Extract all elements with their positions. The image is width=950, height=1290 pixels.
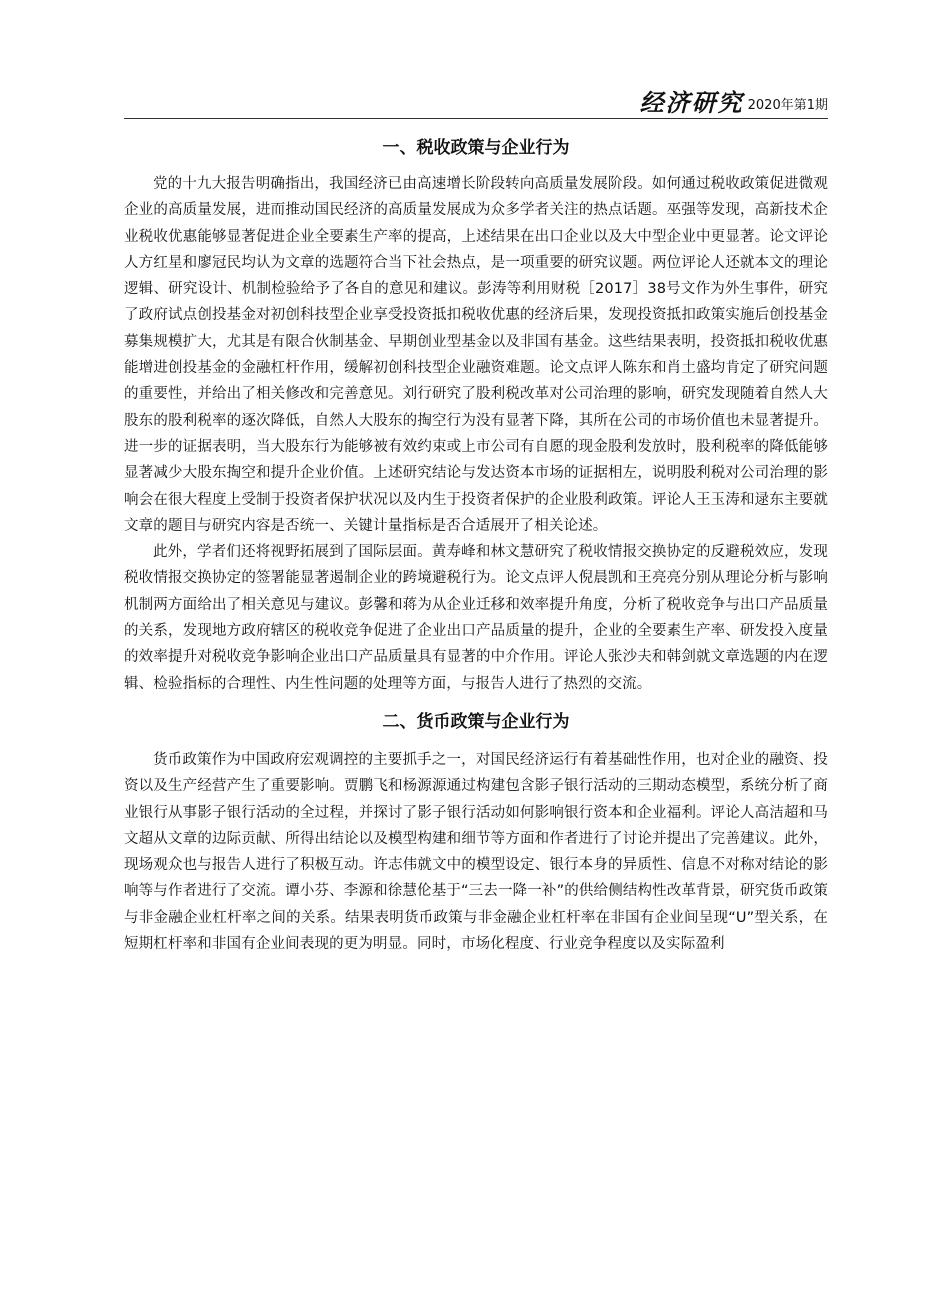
paragraph: 党的十九大报告明确指出，我国经济已由高速增长阶段转向高质量发展阶段。如何通过税收政策促进微观企业的高质量发展，进而推动国民经济的高质量发展成为众多学者关注的热点话题。巫强等发现，高新技术企业税收优惠能够显著促进企业全要素生产率的提高，上述结果在出口企业以及大中型企业中更显著。论文评论人方红星和廖冠民均认为文章的选题符合当下社会热点，是一项重要的研究议题。两位评论人还就本文的理论逻辑、研究设计、机制检验给予了各自的意见和建议。彭涛等利用财税［2017］38号文作为外生事件，研究了政府试点创投基金对初创科技型企业享受投资抵扣税收优惠的经济后果，发现投资抵扣政策实施后创投基金募集规模扩大，尤其是有限合伙制基金、早期创业型基金以及非国有基金。这些结果表明，投资抵扣税收优惠能增进创投基金的金融杠杆作用，缓解初创科技型企业融资难题。论文点评人陈东和肖土盛均肯定了研究问题的重要性，并给出了相关修改和完善意见。刘行研究了股利税改革对公司治理的影响，研究发现随着自然人大股东的股利税率的逐次降低，自然人大股东的掏空行为没有显著下降，其所在公司的市场价值也未显著提升。进一步的证据表明，当大股东行为能够被有效约束或上市公司有自愿的现金股利发放时，股利税率的降低能够显著减少大股东掏空和提升企业价值。上述研究结论与发达资本市场的证据相左，说明股利税对公司治理的影响会在很大程度上受制于投资者保护状况以及内生于投资者保护的企业股利政策。评论人王玉涛和逯东主要就文章的题目与研究内容是否统一、关键计量指标是否合适展开了相关论述。 xyxy=(124,176,828,534)
paragraph: 货币政策作为中国政府宏观调控的主要抓手之一，对国民经济运行有着基础性作用，也对企业的融资、投资以及生产经营产生了重要影响。贾鹏飞和杨源源通过构建包含影子银行活动的三期动态模型，系统分析了商业银行从事影子银行活动的全过程，并探讨了影子银行活动如何影响银行资本和企业福利。评论人高洁超和马文超从文章的边际贡献、所得出结论以及模型构建和细节等方面和作者进行了讨论并提出了完善建议。此外，现场观众也与报告人进行了积极互动。许志伟就文中的模型设定、银行本身的异质性、信息不对称对结论的影响等与作者进行了交流。谭小芬、李源和徐慧伦基于“三去一降一补”的供给侧结构性改革背景，研究货币政策与非金融企业杠杆率之间的关系。结果表明货币政策与非金融企业杠杆率在非国有企业间呈现“U”型关系，在短期杠杆率和非国有企业间表现的更为明显。同时，市场化程度、行业竞争程度以及实际盈利 xyxy=(124,751,828,953)
journal-logo: 经济研究 xyxy=(639,88,744,117)
issue-label: 2020年第1期 xyxy=(747,98,828,113)
section-title-tax-policy: 一、税收政策与企业行为 xyxy=(382,138,570,158)
running-header xyxy=(124,86,828,119)
paragraph: 此外，学者们还将视野拓展到了国际层面。黄寿峰和林文慧研究了税收情报交换协定的反避税效应，发现税收情报交换协定的签署能显著遏制企业的跨境避税行为。论文点评人倪晨凯和王亮亮分别从理论分析与影响机制两方面给出了相关意见与建议。彭馨和蒋为从企业迁移和效率提升角度，分析了税收竞争与出口产品质量的关系，发现地方政府辖区的税收竞争促进了企业出口产品质量的提升，企业的全要素生产率、研发投入度量的效率提升对税收竞争影响企业出口产品质量具有显著的中介作用。评论人张沙夫和韩剑就文章选题的内在逻辑、检验指标的合理性、内生性问题的处理等方面，与报告人进行了热烈的交流。 xyxy=(124,544,828,692)
document-page xyxy=(124,86,828,957)
section-title-monetary-policy: 二、货币政策与企业行为 xyxy=(382,711,570,732)
